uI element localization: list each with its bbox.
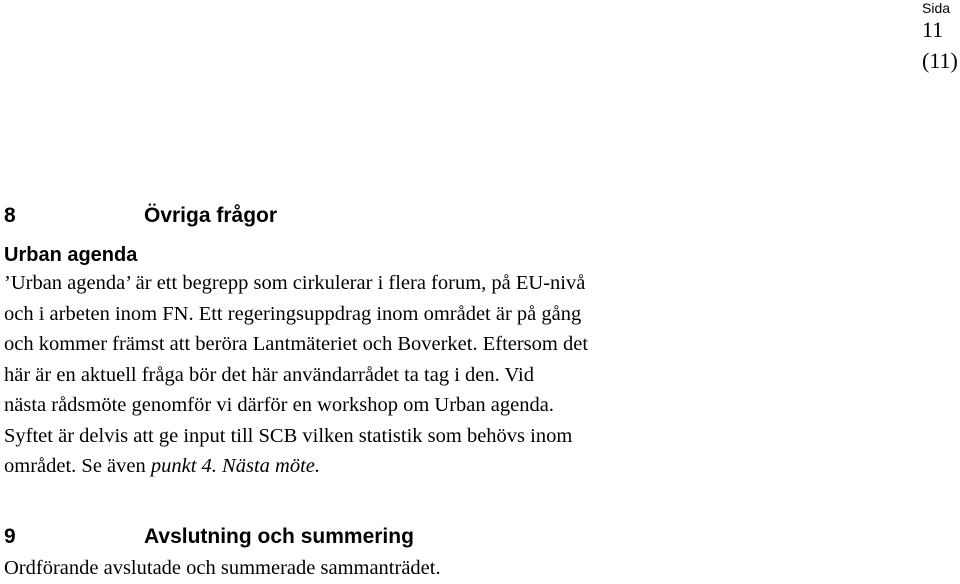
section-title: Avslutning och summering: [144, 525, 414, 548]
paragraph-last-line: [4, 451, 764, 482]
page-label: Sida: [922, 0, 951, 16]
subheading-urban-agenda: Urban agenda: [4, 244, 138, 266]
page-number: 11: [922, 17, 944, 42]
paragraph-line: ’Urban agenda’ är ett begrepp som cirkulerar i flera forum, på EU-nivå: [4, 272, 586, 294]
section-number: 9: [4, 525, 16, 548]
page-total: (11): [922, 48, 958, 73]
paragraph-line: och kommer främst att beröra Lantmäteriet och Boverket. Eftersom det: [4, 333, 589, 355]
closing-paragraph: Ordförande avslutade och summerade sammanträdet.: [4, 557, 441, 579]
section-number: 8: [4, 204, 16, 227]
reference-link-text: punkt 4. Nästa möte.: [150, 455, 320, 477]
urban-agenda-paragraph: [4, 268, 764, 482]
paragraph-line: här är en aktuell fråga bör det här användarrådet ta tag i den. Vid: [4, 363, 535, 386]
section-title: Övriga frågor: [144, 204, 278, 227]
reference-prefix: området. Se även: [4, 455, 151, 477]
paragraph-line: Syftet är delvis att ge input till SCB vilken statistik som behövs inom: [4, 424, 573, 447]
paragraph-line: nästa rådsmöte genomför vi därför en workshop om Urban agenda.: [4, 394, 554, 416]
paragraph-line: och i arbeten inom FN. Ett regeringsuppdrag inom området är på gång: [4, 302, 582, 325]
